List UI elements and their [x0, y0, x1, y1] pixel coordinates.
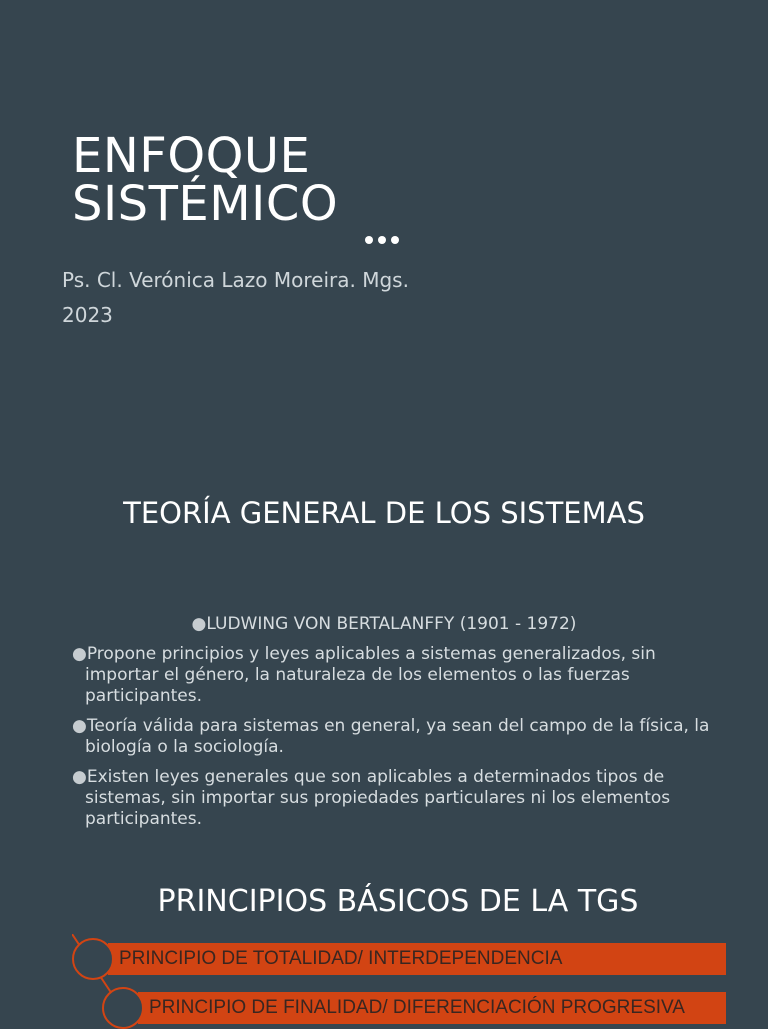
tgs-bullet-list — [72, 644, 712, 839]
circle-icon — [102, 987, 144, 1029]
bullet-text: Teoría válida para sistemas en general, ya sean del campo de la física, la biología o la sociología. — [85, 716, 710, 757]
title-slide — [0, 0, 768, 400]
principle-label: PRINCIPIO DE FINALIDAD/ DIFERENCIACIÓN PROGRESIVA — [149, 997, 685, 1018]
bullet-text: Existen leyes generales que son aplicables a determinados tipos de sistemas, sin importar sus propiedades particulares ni los elementos participantes. — [85, 767, 671, 829]
dot-icon — [378, 236, 386, 244]
slide-title — [72, 128, 339, 232]
title-line-1: ENFOQUE — [72, 128, 311, 184]
dot-icon — [365, 236, 373, 244]
dot-icon — [391, 236, 399, 244]
principles-title: PRINCIPIOS BÁSICOS DE LA TGS — [157, 884, 639, 919]
list-item — [72, 716, 712, 758]
tgs-title: TEORÍA GENERAL DE LOS SISTEMAS — [123, 496, 645, 530]
author-bullet — [0, 614, 768, 634]
principle-finality — [138, 992, 726, 1024]
bullet-icon: ● — [191, 614, 207, 634]
bullet-text: Propone principios y leyes aplicables a sistemas generalizados, sin importar el género, la naturaleza de los elementos o las fuerzas participantes. — [85, 644, 656, 706]
title-line-2: SISTÉMICO — [72, 176, 339, 232]
circle-icon — [72, 938, 114, 980]
list-item — [72, 767, 712, 830]
list-item — [72, 644, 712, 707]
bullet-text: LUDWING VON BERTALANFFY (1901 - 1972) — [206, 614, 577, 634]
bullet-icon: ● — [72, 767, 87, 787]
bullet-icon: ● — [72, 644, 87, 664]
principle-label: PRINCIPIO DE TOTALIDAD/ INTERDEPENDENCIA — [119, 948, 563, 969]
principle-totality — [108, 943, 726, 975]
presentation-year: 2023 — [62, 303, 113, 327]
more-options-icon[interactable] — [365, 236, 399, 244]
author-name: Ps. Cl. Verónica Lazo Moreira. Mgs. — [62, 268, 409, 292]
bullet-icon: ● — [72, 716, 87, 736]
